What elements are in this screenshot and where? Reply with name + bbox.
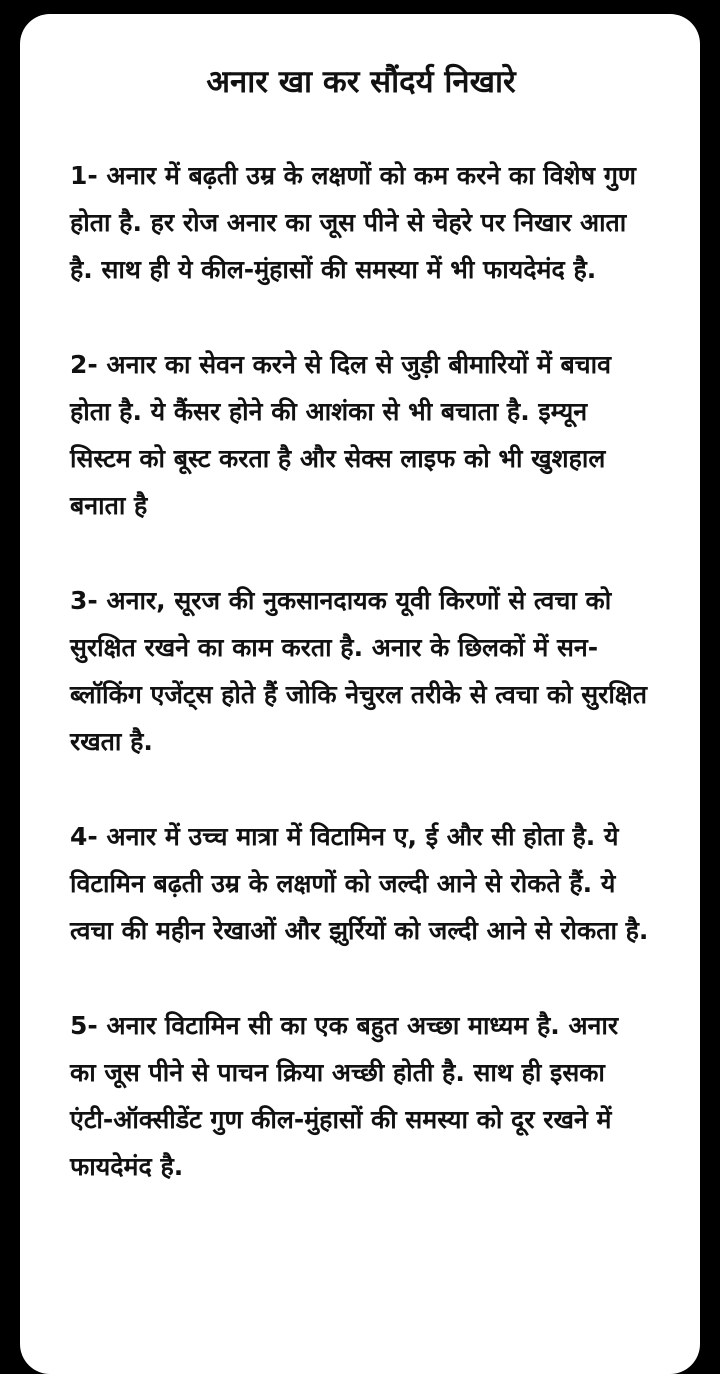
article-point-3: 3- अनार, सूरज की नुकसानदायक यूवी किरणों से त्वचा को सुरक्षित रखने का काम करता है. अनार के छिलकों में सन-ब्लॉकिंग एजेंट्स होते हैं जोकि नेचुरल तरीके से त्वचा को सुरक्षित रखता है. [70, 586, 648, 756]
article-point-4: 4- अनार में उच्च मात्रा में विटामिन ए, ई और सी होता है. ये विटामिन बढ़ती उम्र के लक्षणों को जल्दी आने से रोकते हैं. ये त्वचा की महीन रेखाओं और झुर्रियों को जल्दी आने से रोकता है. [70, 822, 649, 945]
article-title: अनार खा कर सौंदर्य निखारे [206, 64, 516, 100]
article-point-5: 5- अनार विटामिन सी का एक बहुत अच्छा माध्यम है. अनार का जूस पीने से पाचन क्रिया अच्छी होती है. साथ ही इसका एंटी-ऑक्सीडेंट गुण कील-मुंहासों की समस्या को दूर रखने में फायदेमंद है. [70, 1011, 619, 1181]
article-card [20, 14, 700, 1374]
article-point-2: 2- अनार का सेवन करने से दिल से जुड़ी बीमारियों में बचाव होता है. ये कैंसर होने की आशंका से भी बचाता है. इम्यून सिस्टम को बूस्ट करता है और सेक्स लाइफ को भी खुशहाल बनाता है [70, 350, 612, 520]
article-point-1: 1- अनार में बढ़ती उम्र के लक्षणों को कम करने का विशेष गुण होता है. हर रोज अनार का जूस पीने से चेहरे पर निखार आता है. साथ ही ये कील-मुंहासों की समस्या में भी फायदेमंद है. [70, 161, 636, 284]
